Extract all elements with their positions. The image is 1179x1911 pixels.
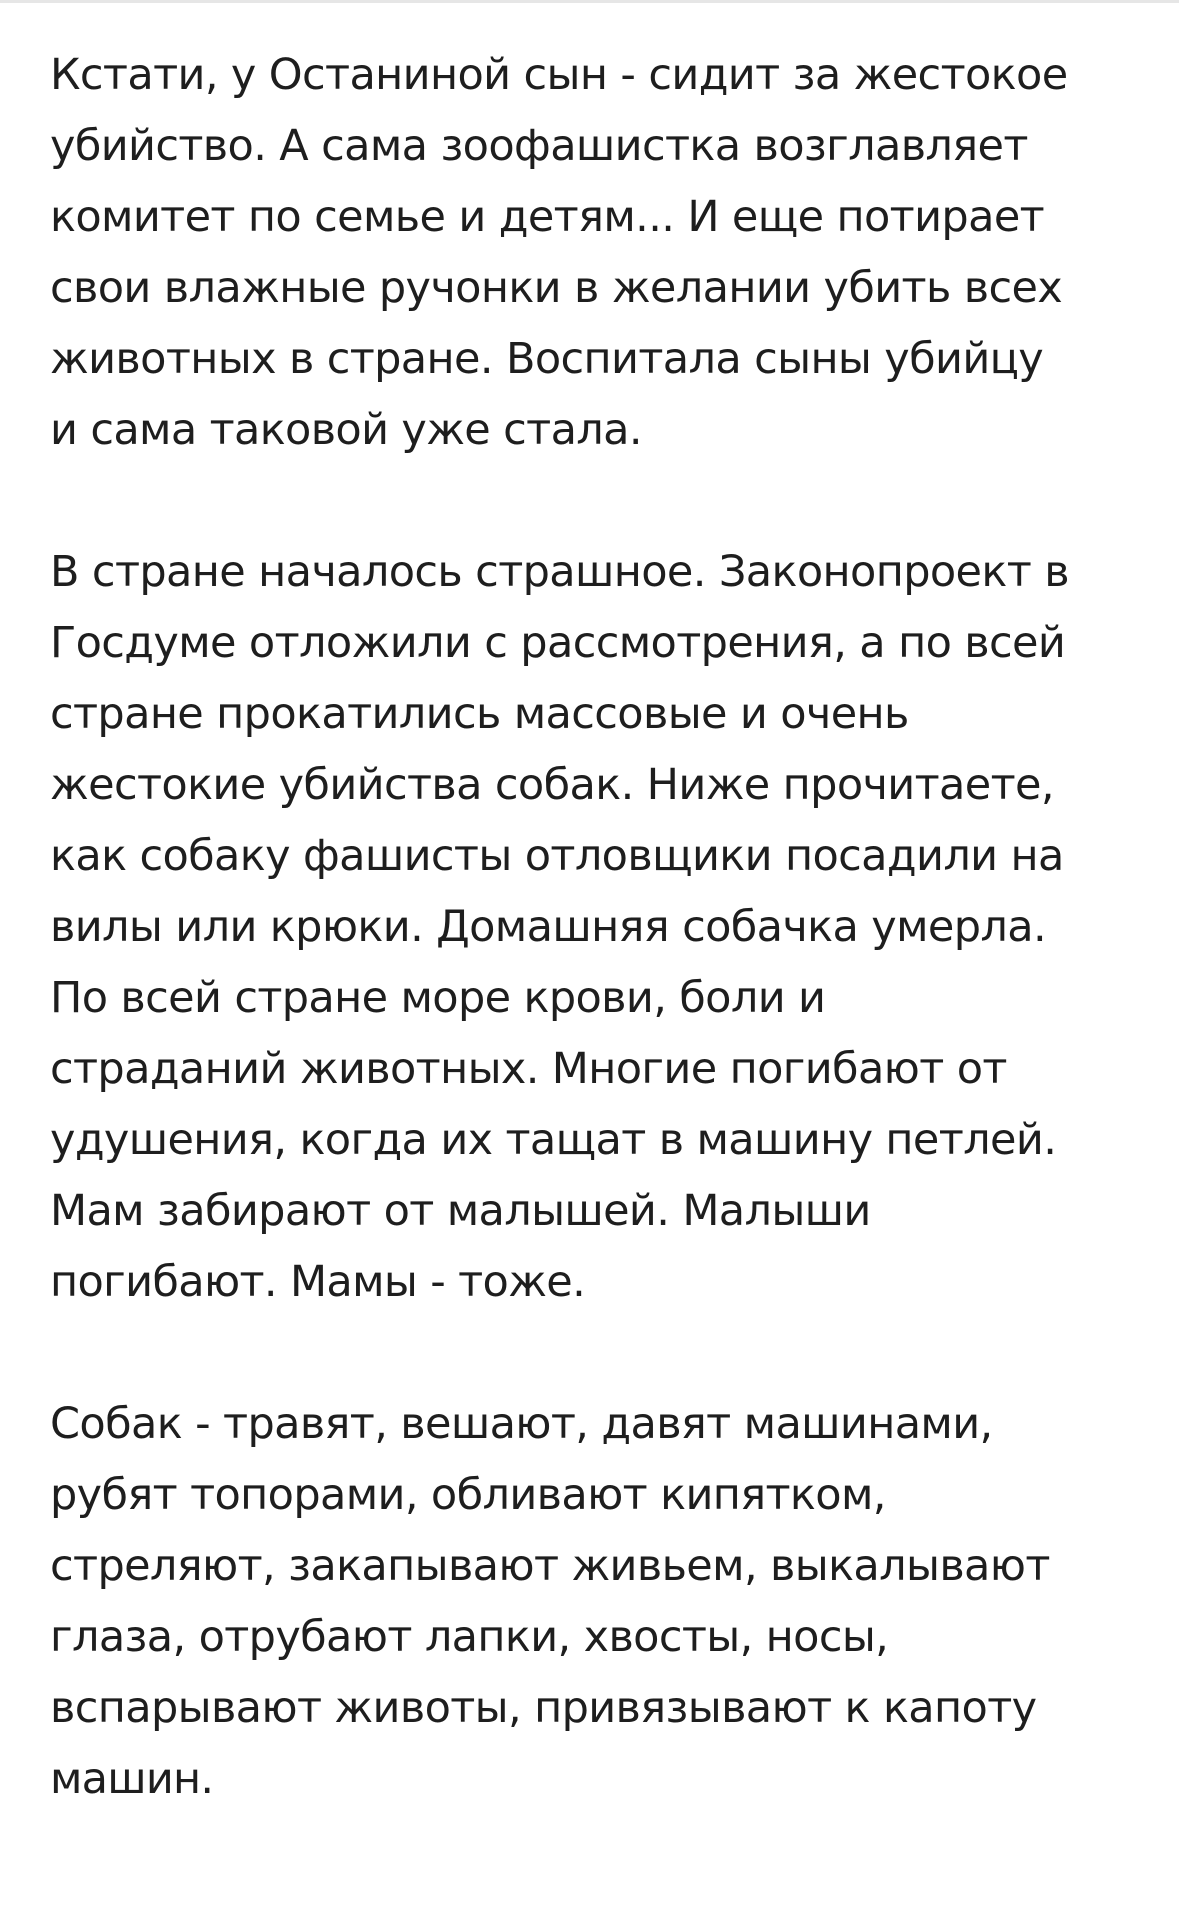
text-line: свои влажные ручонки в желании убить всех: [50, 263, 1063, 313]
text-line: Мам забирают от малышей. Малыши: [50, 1186, 871, 1236]
text-line: и сама таковой уже стала.: [50, 405, 642, 455]
text-line: По всей стране море крови, боли и: [50, 973, 826, 1023]
text-line: Госдуме отложили с рассмотрения, а по всей: [50, 618, 1066, 668]
text-line: вспарывают животы, привязывают к капоту: [50, 1683, 1037, 1733]
paragraph-1: [50, 40, 1140, 466]
text-line: как собаку фашисты отловщики посадили на: [50, 831, 1064, 881]
text-line: животных в стране. Воспитала сыны убийцу: [50, 334, 1044, 384]
text-line: Кстати, у Останиной сын - сидит за жестокое: [50, 50, 1068, 100]
article-body: [50, 40, 1140, 1815]
paragraph-3: [50, 1389, 1140, 1815]
text-line: Собак - травят, вешают, давят машинами,: [50, 1399, 993, 1449]
text-line: убийство. А сама зоофашистка возглавляет: [50, 121, 1028, 171]
text-line: комитет по семье и детям... И еще потирает: [50, 192, 1045, 242]
text-line: рубят топорами, обливают кипятком,: [50, 1470, 886, 1520]
text-line: удушения, когда их тащат в машину петлей.: [50, 1115, 1057, 1165]
text-line: вилы или крюки. Домашняя собачка умерла.: [50, 902, 1047, 952]
text-line: машин.: [50, 1754, 214, 1804]
text-line: погибают. Мамы - тоже.: [50, 1257, 586, 1307]
text-line: страданий животных. Многие погибают от: [50, 1044, 1007, 1094]
text-line: стреляют, закапывают живьем, выкалывают: [50, 1541, 1050, 1591]
text-line: глаза, отрубают лапки, хвосты, носы,: [50, 1612, 889, 1662]
paragraph-2: [50, 537, 1140, 1318]
text-line: стране прокатились массовые и очень: [50, 689, 909, 739]
top-divider: [0, 0, 1179, 3]
text-line: жестокие убийства собак. Ниже прочитаете,: [50, 760, 1054, 810]
text-line: В стране началось страшное. Законопроект в: [50, 547, 1069, 597]
